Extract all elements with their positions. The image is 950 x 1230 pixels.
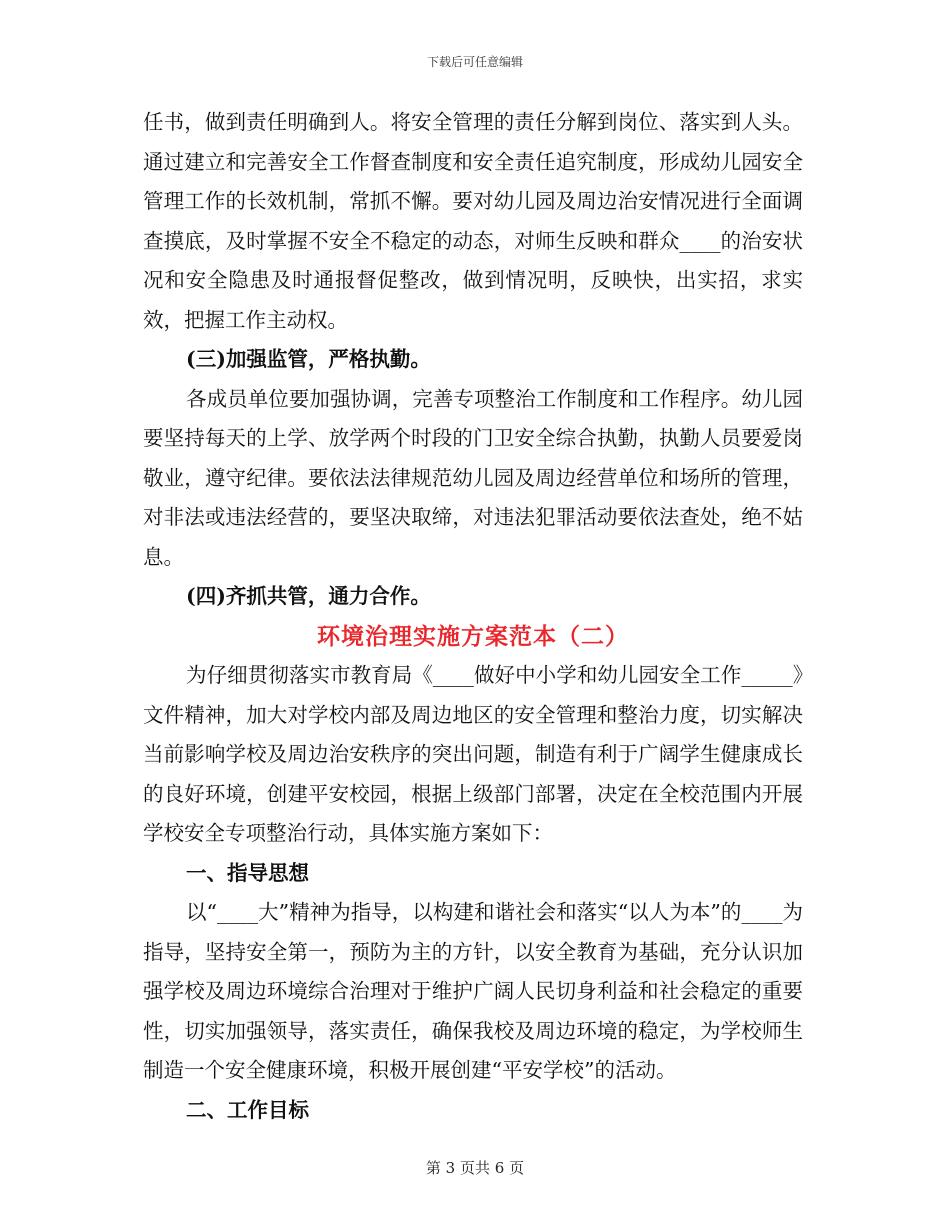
paragraph: 各成员单位要加强协调，完善专项整治工作制度和工作程序。幼儿园要坚持每天的上学、放学两个时段的门卫安全综合执勤，执勤人员要爱岗敬业，遵守纪律。要依法法律规范幼儿园及周边经营单位和场所的管理，对非法或违法经营的，要坚决取缔，对违法犯罪活动要依法查处，绝不姑息。 <box>143 386 803 569</box>
paragraph: 为仔细贯彻落实市教育局《____做好中小学和幼儿园安全工作_____》文件精神，加大对学校内部及周边地区的安全管理和整治力度，切实解决当前影响学校及周边治安秩序的突出问题，制造有利于广阔学生健康成长的良好环境，创建平安校园，根据上级部门部署，决定在全校范围内开展学校安全专项整治行动，具体实施方案如下： <box>143 663 803 845</box>
document-title: 环境治理实施方案范本（二） <box>317 622 629 650</box>
paragraph: 任书，做到责任明确到人。将安全管理的责任分解到岗位、落实到人头。通过建立和完善安全工作督查制度和安全责任追究制度，形成幼儿园安全管理工作的长效机制，常抓不懈。要对幼儿园及周边治安情况进行全面调查摸底，及时掌握不安全不稳定的动态，对师生反映和群众____的治安状况和安全隐患及时通报督促整改，做到情况明，反映快，出实招，求实效，把握工作主动权。 <box>143 110 803 332</box>
header-note: 下载后可任意编辑 <box>426 55 523 69</box>
page-number: 第 3 页共 6 页 <box>425 1159 525 1177</box>
document-body <box>143 103 803 1130</box>
section-heading: (四)齐抓共管，通力合作。 <box>186 584 431 608</box>
section-heading: 一、指导思想 <box>186 860 309 885</box>
section-heading: (三)加强监管，严格执勤。 <box>186 347 431 371</box>
paragraph: 以“____大”精神为指导，以构建和谐社会和落实“以人为本”的____为指导，坚持安全第一，预防为主的方针，以安全教育为基础，充分认识加强学校及周边环境综合治理对于维护广阔人民切身利益和社会稳定的重要性，切实加强领导，落实责任，确保我校及周边环境的稳定，为学校师生制造一个安全健康环境，积极开展创建“平安学校”的活动。 <box>143 900 803 1082</box>
section-heading: 二、工作目标 <box>186 1097 309 1122</box>
